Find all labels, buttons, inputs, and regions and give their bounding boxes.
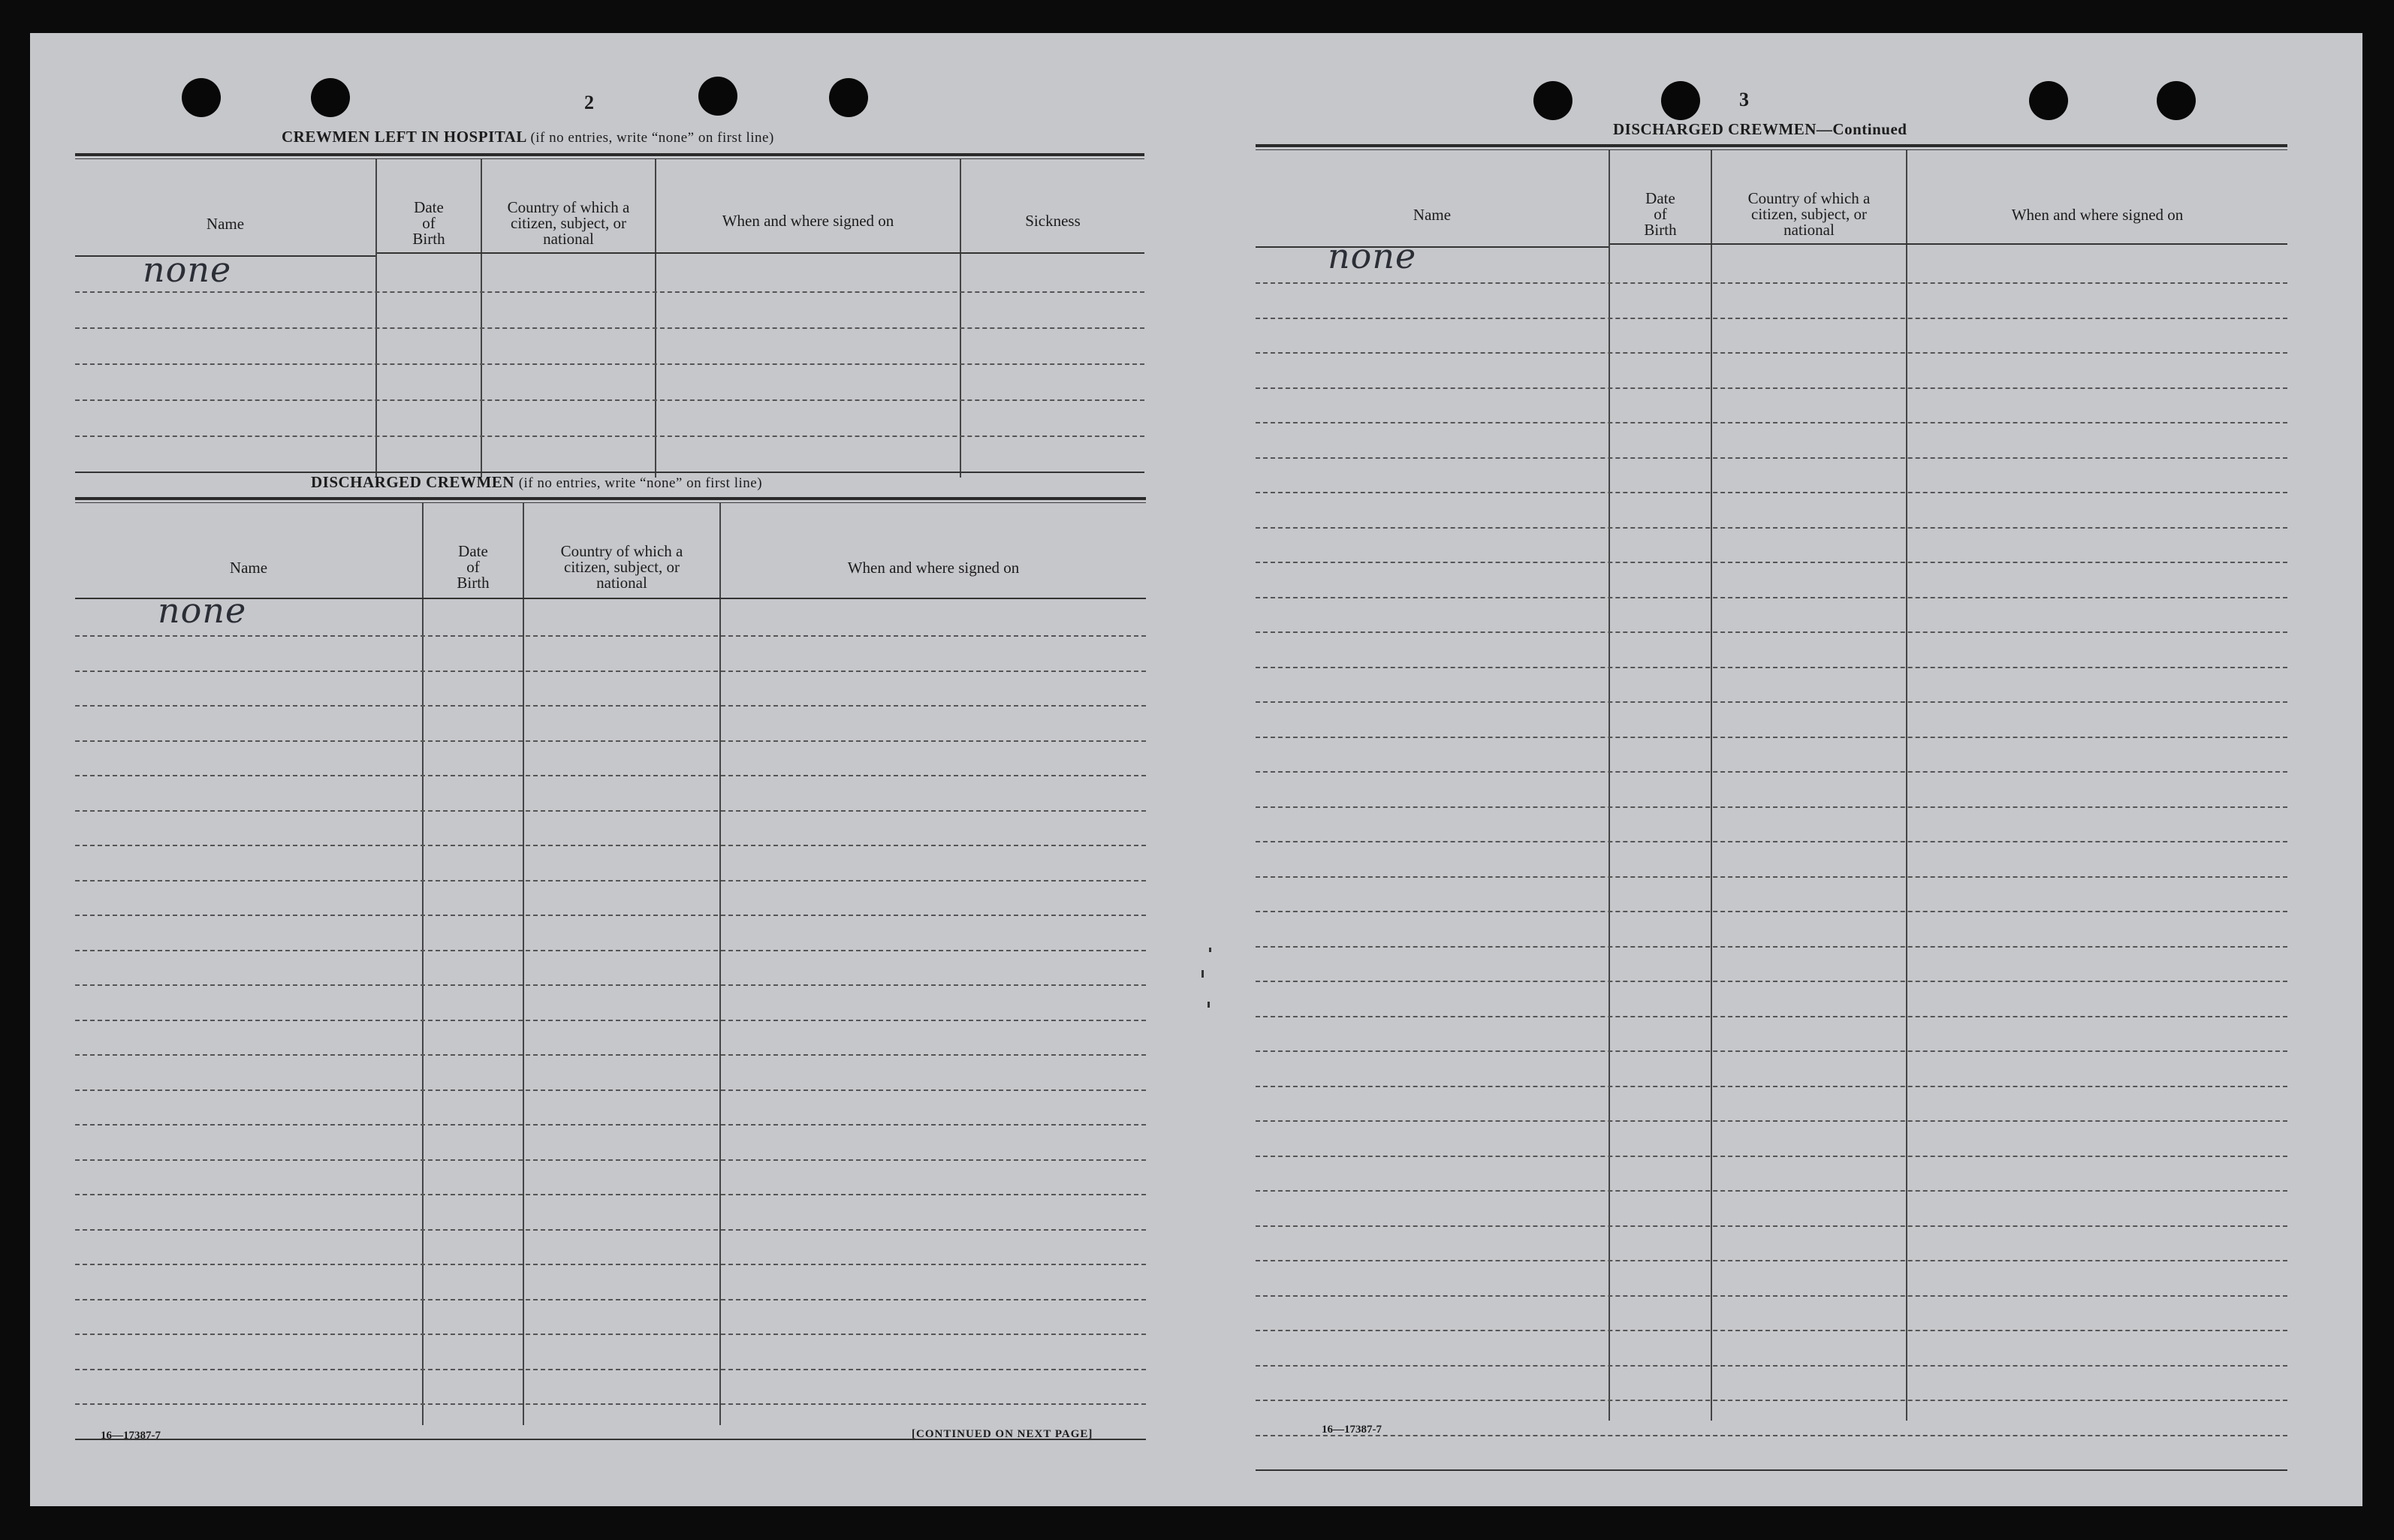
ruled-row (1256, 981, 2287, 982)
ruled-row (1256, 911, 2287, 912)
ruled-row (1256, 1120, 2287, 1122)
ruled-row (75, 1089, 1146, 1091)
ruled-row (1256, 701, 2287, 703)
table-bottom-rule (1256, 1469, 2287, 1471)
ruled-row (1256, 1225, 2287, 1227)
column-header-signed-on: When and where signed on (722, 212, 894, 230)
ruled-row (1256, 1330, 2287, 1331)
handwritten-entry: none (158, 590, 247, 631)
ruled-row (75, 880, 1146, 882)
handwritten-entry: none (143, 249, 232, 290)
column-header-name: Name (206, 215, 245, 233)
ruled-row (1256, 457, 2287, 459)
ruled-row (1256, 527, 2287, 529)
ruled-row (75, 915, 1146, 916)
ruled-row (1256, 1365, 2287, 1367)
discharged-continued-title: DISCHARGED CREWMEN—Continued (1613, 120, 1907, 138)
discharged-table (75, 497, 1146, 1425)
hospital-table (75, 153, 1144, 478)
document-sheet (30, 33, 2362, 1506)
ruled-row (75, 1124, 1146, 1126)
ruled-row (1256, 422, 2287, 423)
punch-hole (1661, 81, 1700, 120)
punch-hole (829, 78, 868, 117)
ruled-row (1256, 1435, 2287, 1436)
ruled-row (75, 1334, 1146, 1335)
ruled-row (1256, 318, 2287, 319)
punch-hole (1533, 81, 1572, 120)
ruled-row (75, 1229, 1146, 1231)
ruled-row (1256, 352, 2287, 354)
ruled-row (1256, 841, 2287, 842)
column-header-country: Country of which a citizen, subject, or national (507, 198, 630, 248)
ruled-row (75, 1369, 1146, 1370)
ruled-row (75, 845, 1146, 846)
column-header-date-of-birth: Date of Birth (457, 542, 490, 592)
ruled-row (1256, 597, 2287, 598)
form-code: 16—17387-7 (101, 1430, 161, 1442)
ruled-row (1256, 1050, 2287, 1052)
page-2 (30, 33, 1156, 1506)
ruled-row (1256, 492, 2287, 493)
ruled-row (75, 740, 1146, 742)
punch-hole (182, 78, 221, 117)
ruled-row (1256, 1400, 2287, 1401)
punch-hole (698, 77, 737, 116)
ruled-row (1256, 946, 2287, 948)
ruled-row (1256, 876, 2287, 878)
punch-hole (311, 78, 350, 117)
ruled-row (75, 950, 1146, 951)
form-code: 16—17387-7 (1322, 1424, 1382, 1436)
ruled-row (1256, 667, 2287, 668)
handwritten-entry: none (1328, 236, 1417, 276)
ruled-row (75, 810, 1146, 812)
punch-hole (2029, 81, 2068, 120)
ruled-row (75, 705, 1146, 707)
ruled-row (75, 1194, 1146, 1195)
column-header-date-of-birth: Date of Birth (1644, 189, 1677, 239)
ruled-row (75, 1264, 1146, 1265)
column-header-signed-on: When and where signed on (2011, 206, 2184, 224)
ruled-row (1256, 1156, 2287, 1157)
continued-note: [CONTINUED ON NEXT PAGE] (912, 1428, 1093, 1440)
column-header-sickness: Sickness (1025, 212, 1081, 230)
ruled-row (75, 1054, 1146, 1056)
ruled-row (1256, 387, 2287, 389)
ruled-row (1256, 1190, 2287, 1192)
column-header-country: Country of which a citizen, subject, or national (1747, 189, 1871, 239)
ruled-row (1256, 1086, 2287, 1087)
ruled-row (1256, 1016, 2287, 1017)
ruled-row (1256, 282, 2287, 284)
ruled-row (75, 1299, 1146, 1300)
ruled-row (75, 1403, 1146, 1405)
discharged-continued-table (1256, 144, 2287, 1421)
ruled-row (75, 635, 1146, 637)
ruled-row (1256, 771, 2287, 773)
ruled-row (75, 775, 1146, 776)
ruled-row (75, 1159, 1146, 1161)
ruled-row (1256, 806, 2287, 808)
ruled-row (75, 671, 1146, 672)
discharged-section-title: DISCHARGED CREWMEN (if no entries, write “none” on first line) (311, 473, 763, 491)
ruled-row (1256, 562, 2287, 563)
ruled-row (75, 1020, 1146, 1021)
ruled-row (1256, 1260, 2287, 1261)
column-header-name: Name (1413, 206, 1452, 224)
page-3 (1202, 33, 2362, 1506)
page-number: 2 (584, 92, 594, 113)
punch-hole (2157, 81, 2196, 120)
page-number: 3 (1739, 89, 1749, 110)
column-header-signed-on: When and where signed on (847, 559, 1020, 577)
ruled-row (75, 984, 1146, 986)
ruled-row (1256, 737, 2287, 738)
hospital-section-title: CREWMEN LEFT IN HOSPITAL (if no entries, write “none” on first line) (282, 128, 774, 146)
ruled-row (1256, 631, 2287, 633)
column-header-name: Name (229, 559, 268, 577)
column-header-date-of-birth: Date of Birth (412, 198, 445, 248)
ruled-row (1256, 1295, 2287, 1297)
column-header-country: Country of which a citizen, subject, or national (560, 542, 683, 592)
